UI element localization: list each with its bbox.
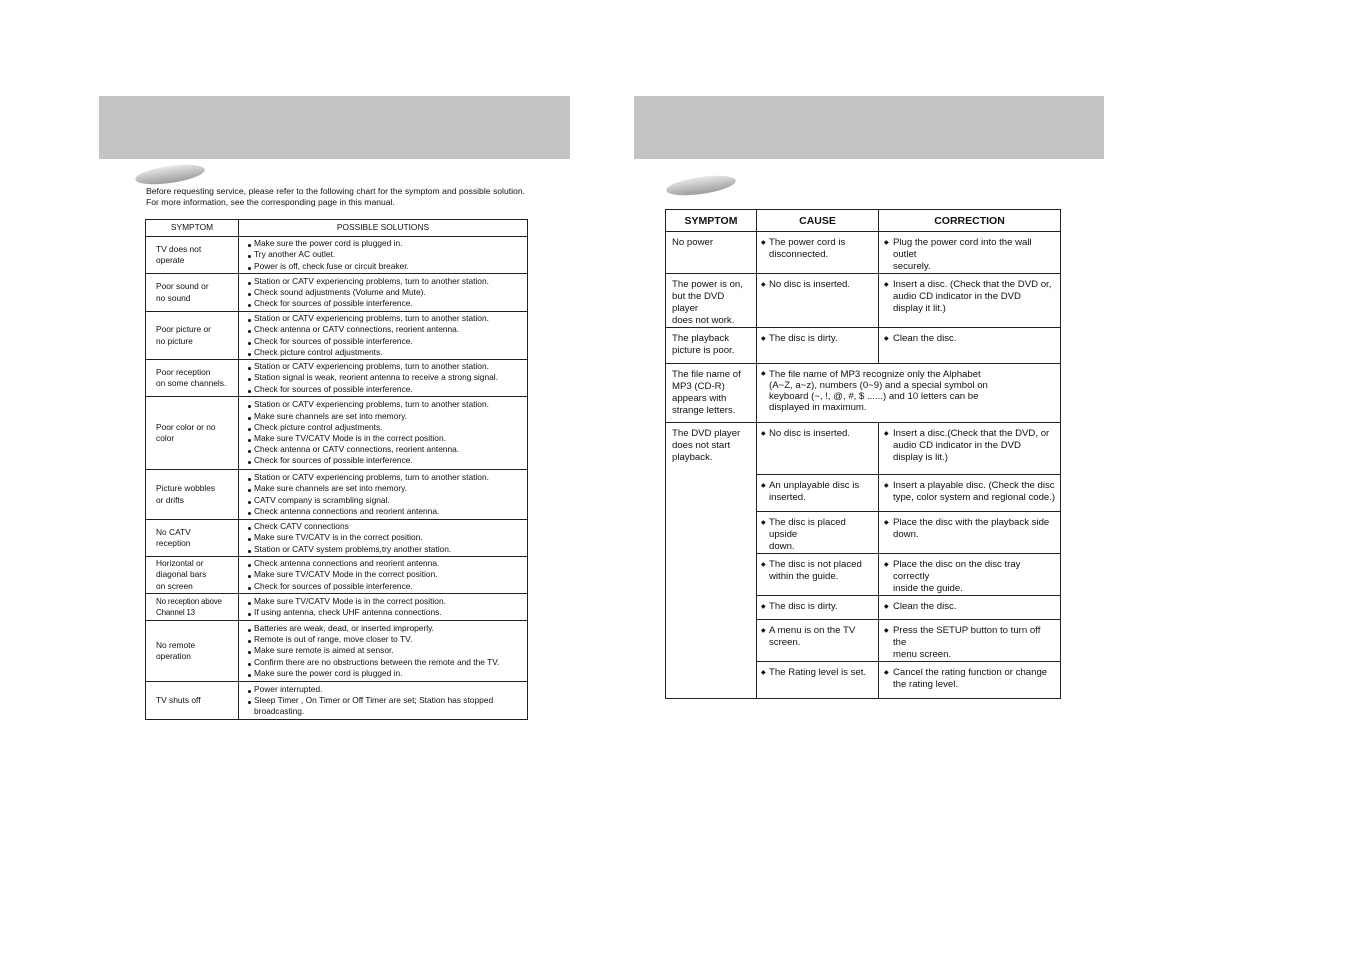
cause-cell: ◆ An unplayable disc is inserted. [757,475,879,512]
solution-item: Station signal is weak, reorient antenna to receive a strong signal. [249,372,523,383]
solutions-cell [239,470,528,520]
cause-cell: ◆ No disc is inserted. [757,274,879,328]
solution-item: Station or CATV experiencing problems, turn to another station. [249,472,523,483]
merged-cause-correction-cell: ◆ The file name of MP3 recognize only the Alphabet (A~Z, a~z), numbers (0~9) and a special symbol on keyboard (~, !, @, #, $ ......) and 10 letters can be displayed in maximum. [757,364,1061,423]
solutions-header: POSSIBLE SOLUTIONS [239,220,528,237]
symptom-cell: Picture wobbles or drifts [146,470,239,520]
table-row [146,397,528,470]
solution-item-continued: broadcasting. [254,706,305,717]
solution-item: Check for sources of possible interference. [249,298,523,309]
correction-cell: ◆ Place the disc with the playback side down. [879,512,1061,554]
table-header-row [146,220,528,237]
solution-item: Check for sources of possible interference. [249,581,523,592]
symptom-cell: No remote operation [146,621,239,682]
table-row [146,274,528,312]
solution-item: Check antenna or CATV connections, reorient antenna. [249,444,523,455]
symptom-cell: Poor reception on some channels. [146,360,239,397]
correction-header: CORRECTION [879,210,1061,232]
table-row [666,423,1061,475]
table-row [666,364,1061,423]
cause-cell: ◆ A menu is on the TV screen. [757,620,879,662]
cause-cell: ◆ The Rating level is set. [757,662,879,699]
correction-cell: ◆ Insert a disc. (Check that the DVD or, audio CD indicator in the DVD display it lit.) [879,274,1061,328]
table-row [146,520,528,557]
solution-item: Remote is out of range, move closer to TV. [249,634,523,645]
solution-item: Make sure the power cord is plugged in. [249,238,523,249]
solutions-cell [239,621,528,682]
solution-item: Confirm there are no obstructions between the remote and the TV. [249,657,523,668]
solution-item: Make sure the power cord is plugged in. [249,668,523,679]
solutions-cell [239,312,528,360]
solutions-cell [239,274,528,312]
table-row [666,232,1061,274]
solution-item: Check CATV connections [249,521,523,532]
symptom-header: SYMPTOM [666,210,757,232]
solution-item: Batteries are weak, dead, or inserted improperly. [249,623,523,634]
table-header-row [666,210,1061,232]
table-row [666,328,1061,364]
correction-cell: ◆ Place the disc on the disc tray correctly inside the guide. [879,554,1061,596]
solution-item: Station or CATV experiencing problems, turn to another station. [249,399,523,410]
symptom-cell: The DVD player does not start playback. [666,423,757,699]
solution-item: Make sure channels are set into memory. [249,483,523,494]
symptom-cell: Poor picture or no picture [146,312,239,360]
cause-header: CAUSE [757,210,879,232]
symptom-cell: TV shuts off [146,682,239,720]
solution-item: Make sure channels are set into memory. [249,411,523,422]
cause-cell: ◆ The disc is not placed within the guide. [757,554,879,596]
table-row [146,360,528,397]
left-page-header-band [99,96,570,159]
solution-item: Power interrupted. [249,684,523,695]
solution-item: Check picture control adjustments. [249,422,523,433]
symptom-cell: Poor color or no color [146,397,239,470]
symptom-cell: No reception above Channel 13 [146,594,239,621]
left-section-oval-icon [134,161,206,188]
correction-cell: ◆ Cancel the rating function or change the rating level. [879,662,1061,699]
symptom-cell: TV does not operate [146,237,239,274]
correction-cell: ◆ Insert a disc.(Check that the DVD, or audio CD indicator in the DVD display is lit.) [879,423,1061,475]
solutions-cell [239,397,528,470]
solution-item: Station or CATV experiencing problems, turn to another station. [249,313,523,324]
correction-cell: ◆ Plug the power cord into the wall outlet securely. [879,232,1061,274]
tv-troubleshooting-table [145,219,528,720]
solution-item: Make sure TV/CATV is in the correct position. [249,532,523,543]
symptom-header: SYMPTOM [146,220,239,237]
solution-item: Check sound adjustments (Volume and Mute). [249,287,523,298]
symptom-cell: No power [666,232,757,274]
table-row [666,274,1061,328]
solutions-cell [239,557,528,594]
correction-cell: ◆ Clean the disc. [879,596,1061,620]
cause-cell: ◆ No disc is inserted. [757,423,879,475]
solution-item: Sleep Timer , On Timer or Off Timer are set; Station has stopped [249,695,523,706]
solution-item: Make sure remote is aimed at sensor. [249,645,523,656]
solution-item: Make sure TV/CATV Mode in the correct position. [249,569,523,580]
symptom-cell: No CATV reception [146,520,239,557]
solution-item: Try another AC outlet. [249,249,523,260]
correction-cell: ◆ Clean the disc. [879,328,1061,364]
right-page-header-band [634,96,1104,159]
table-row [146,312,528,360]
dvd-troubleshooting-table [665,209,1061,699]
correction-cell: ◆ Insert a playable disc. (Check the disc type, color system and regional code.) [879,475,1061,512]
solution-item: Check for sources of possible interference. [249,336,523,347]
solutions-cell [239,594,528,621]
solution-item: Make sure TV/CATV Mode is in the correct position. [249,596,523,607]
solution-item: Check antenna connections and reorient antenna. [249,558,523,569]
solution-item: CATV company is scrambling signal. [249,495,523,506]
solution-item: Check for sources of possible interference. [249,455,523,466]
table-row [146,237,528,274]
solution-item: Check antenna or CATV connections, reorient antenna. [249,324,523,335]
solution-item: If using antenna, check UHF antenna connections. [249,607,523,618]
symptom-cell: The playback picture is poor. [666,328,757,364]
solution-item: Check picture control adjustments. [249,347,523,358]
table-row [146,621,528,682]
solutions-cell [239,360,528,397]
solutions-cell [239,520,528,557]
solution-item: Check for sources of possible interference. [249,384,523,395]
right-section-oval-icon [665,172,737,199]
solution-item: Station or CATV experiencing problems, turn to another station. [249,361,523,372]
intro-text: Before requesting service, please refer to the following chart for the symptom and possible solution. For more information, see the corresponding page in this manual. [146,186,525,207]
symptom-cell: Poor sound or no sound [146,274,239,312]
cause-cell: ◆ The power cord is disconnected. [757,232,879,274]
table-row [146,682,528,720]
correction-cell: ◆ Press the SETUP button to turn off the menu screen. [879,620,1061,662]
solution-item: Make sure TV/CATV Mode is in the correct position. [249,433,523,444]
cause-cell: ◆ The disc is dirty. [757,328,879,364]
solution-item: Power is off, check fuse or circuit breaker. [249,261,523,272]
cause-cell: ◆ The disc is placed upside down. [757,512,879,554]
solutions-cell [239,237,528,274]
table-row [146,557,528,594]
solution-item: Station or CATV experiencing problems, turn to another station. [249,276,523,287]
symptom-cell: Horizontal or diagonal bars on screen [146,557,239,594]
cause-cell: ◆ The disc is dirty. [757,596,879,620]
table-row [146,470,528,520]
symptom-cell: The file name of MP3 (CD-R) appears with strange letters. [666,364,757,423]
table-row [146,594,528,621]
solution-item: Check antenna connections and reorient antenna. [249,506,523,517]
symptom-cell: The power is on, but the DVD player does not work. [666,274,757,328]
solutions-cell [239,682,528,720]
solution-item: Station or CATV system problems,try another station. [249,544,523,555]
